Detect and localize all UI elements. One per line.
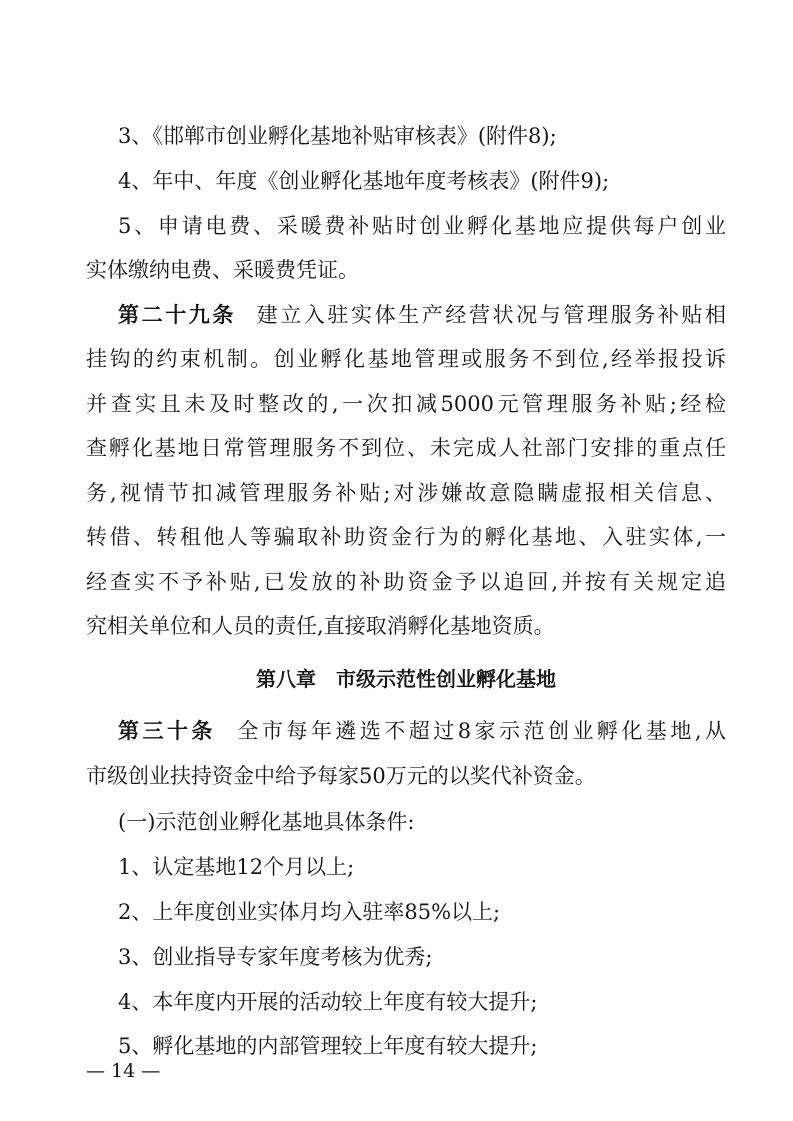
- conditions-heading: (一)示范创业孵化基地具体条件:: [118, 810, 415, 834]
- condition-item: 3、创业指导专家年度考核为优秀;: [118, 945, 433, 969]
- article-29-line: 务,视情节扣减管理服务补贴;对涉嫌故意隐瞒虚报相关信息、: [86, 481, 726, 505]
- page-number: — 14 —: [86, 1060, 161, 1082]
- article-29-line: 查孵化基地日常管理服务不到位、未完成人社部门安排的重点任: [86, 436, 726, 460]
- article-29-line: 究相关单位和人员的责任,直接取消孵化基地资质。: [86, 614, 555, 638]
- list-item: 5、申请电费、采暖费补贴时创业孵化基地应提供每户创业: [118, 214, 726, 238]
- condition-item: 1、认定基地12个月以上;: [118, 855, 355, 879]
- condition-item: 5、孵化基地的内部管理较上年度有较大提升;: [118, 1034, 538, 1058]
- chapter-heading: 第八章 市级示范性创业孵化基地: [256, 667, 556, 691]
- condition-item: 4、本年度内开展的活动较上年度有较大提升;: [118, 990, 538, 1014]
- list-item: 3、《邯郸市创业孵化基地补贴审核表》(附件8);: [118, 124, 557, 148]
- article-30-title: 第三十条: [118, 719, 216, 743]
- article-29-first-line: [118, 301, 726, 329]
- article-29-line: 挂钩的约束机制。创业孵化基地管理或服务不到位,经举报投诉: [86, 347, 726, 371]
- article-29-title: 第二十九条: [118, 303, 236, 327]
- article-29-line: 并查实且未及时整改的,一次扣减5000元管理服务补贴;经检: [86, 392, 726, 416]
- article-30-line: 市级创业扶持资金中给予每家50万元的以奖代补资金。: [86, 764, 596, 788]
- list-item-continuation: 实体缴纳电费、采暖费凭证。: [86, 258, 359, 282]
- list-item: 4、年中、年度《创业孵化基地年度考核表》(附件9);: [118, 169, 610, 193]
- article-30-first-line: [118, 717, 726, 745]
- condition-item: 2、上年度创业实体月均入驻率85%以上;: [118, 900, 501, 924]
- article-29-line: 转借、转租他人等骗取补助资金行为的孵化基地、入驻实体,一: [86, 525, 726, 549]
- article-30-text: 全市每年遴选不超过8家示范创业孵化基地,从: [233, 719, 726, 743]
- article-29-line: 经查实不予补贴,已发放的补助资金予以追回,并按有关规定追: [86, 570, 726, 594]
- article-29-text: 建立入驻实体生产经营状况与管理服务补贴相: [254, 303, 726, 327]
